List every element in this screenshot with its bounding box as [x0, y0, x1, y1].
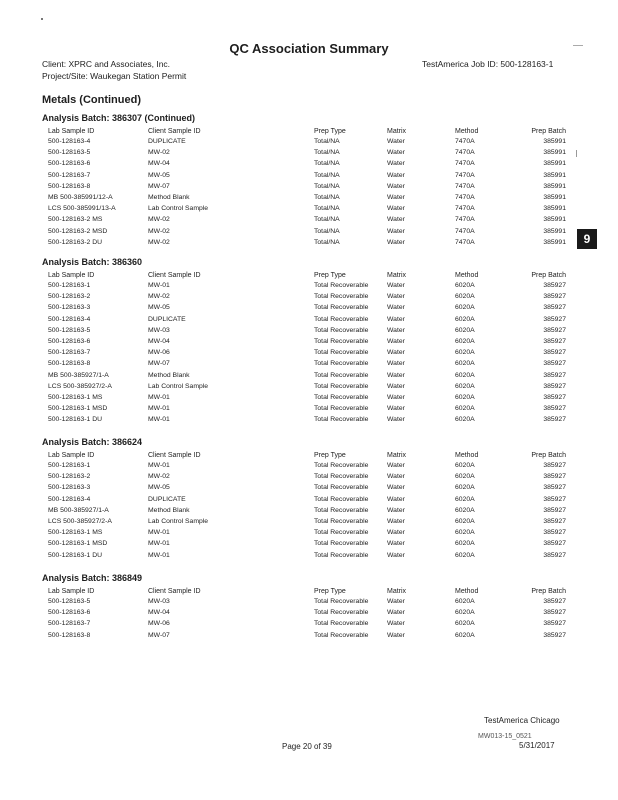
footer-company: TestAmerica Chicago [484, 716, 560, 725]
cell-method: 6020A [455, 529, 475, 537]
cell-batch: 385927 [543, 609, 566, 617]
cell-prep: Total Recoverable [314, 405, 369, 413]
batch-title: Analysis Batch: 386307 (Continued) [42, 113, 196, 123]
column-header-client: Client Sample ID [148, 588, 201, 595]
cell-client: Method Blank [148, 194, 190, 201]
column-header-batch: Prep Batch [531, 128, 566, 135]
cell-lab: 500-128163-1 MSD [48, 405, 108, 413]
cell-client: Lab Control Sample [148, 518, 209, 525]
cell-lab: 500-128163-1 DU [48, 551, 103, 559]
cell-matrix: Water [387, 171, 405, 179]
cell-matrix: Water [387, 473, 405, 481]
cell-client: MW-04 [148, 160, 170, 168]
cell-method: 6020A [455, 371, 475, 379]
cell-prep: Total Recoverable [314, 315, 369, 323]
cell-batch: 385927 [543, 551, 566, 559]
cell-batch: 385991 [543, 182, 566, 190]
cell-client: MW-07 [148, 631, 170, 639]
cell-prep: Total Recoverable [314, 360, 369, 368]
page-number: Page 20 of 39 [282, 742, 332, 751]
cell-method: 7470A [455, 238, 475, 246]
cell-matrix: Water [387, 631, 405, 639]
cell-matrix: Water [387, 518, 405, 525]
cell-prep: Total/NA [314, 171, 340, 179]
cell-method: 6020A [455, 495, 475, 503]
cell-client: Lab Control Sample [148, 205, 209, 213]
cell-matrix: Water [387, 360, 405, 368]
footer-doc-code: MW013-15_0521 [478, 733, 532, 740]
cell-lab: LCS 500-385927/2-A [48, 518, 112, 525]
cell-lab: 500-128163-2 [48, 473, 91, 481]
cell-method: 6020A [455, 598, 475, 605]
cell-batch: 385927 [543, 540, 566, 548]
cell-prep: Total Recoverable [314, 394, 369, 401]
column-header-matrix: Matrix [387, 272, 407, 279]
cell-method: 7470A [455, 160, 475, 168]
cell-client: MW-02 [148, 238, 170, 246]
cell-prep: Total Recoverable [314, 518, 369, 525]
cell-matrix: Water [387, 382, 405, 390]
cell-lab: 500-128163-2 MS [48, 216, 103, 224]
cell-client: Method Blank [148, 371, 190, 379]
column-header-prep: Prep Type [314, 588, 346, 595]
cell-lab: 500-128163-4 [48, 138, 91, 145]
cell-prep: Total/NA [314, 216, 340, 224]
column-header-client: Client Sample ID [148, 452, 201, 459]
cell-batch: 385927 [543, 338, 566, 345]
cell-batch: 385991 [543, 227, 566, 235]
column-header-lab: Lab Sample ID [48, 452, 95, 459]
cell-batch: 385991 [543, 171, 566, 179]
cell-prep: Total/NA [314, 205, 340, 213]
column-header-method: Method [455, 588, 479, 595]
cell-method: 7470A [455, 227, 475, 235]
cell-method: 7470A [455, 216, 475, 224]
cell-method: 6020A [455, 484, 475, 492]
cell-method: 6020A [455, 462, 475, 469]
cell-lab: 500-128163-2 [48, 293, 91, 301]
cell-method: 6020A [455, 631, 475, 639]
cell-client: MW-07 [148, 182, 170, 190]
cell-lab: 500-128163-2 DU [48, 238, 103, 246]
cell-batch: 385927 [543, 506, 566, 514]
cell-matrix: Water [387, 315, 405, 323]
cell-matrix: Water [387, 216, 405, 224]
cell-lab: 500-128163-7 [48, 620, 91, 628]
cell-method: 6020A [455, 506, 475, 514]
cell-method: 6020A [455, 326, 475, 334]
column-header-prep: Prep Type [314, 452, 346, 459]
batch-title: Analysis Batch: 386849 [42, 573, 143, 583]
column-header-batch: Prep Batch [531, 272, 566, 279]
cell-lab: 500-128163-2 MSD [48, 227, 108, 235]
cell-batch: 385927 [543, 293, 566, 301]
cell-prep: Total Recoverable [314, 551, 369, 559]
cell-matrix: Water [387, 462, 405, 469]
cell-method: 6020A [455, 349, 475, 357]
cell-lab: 500-128163-8 [48, 360, 91, 368]
cell-prep: Total Recoverable [314, 338, 369, 345]
cell-prep: Total Recoverable [314, 382, 369, 390]
cell-method: 7470A [455, 205, 475, 213]
cell-client: MW-06 [148, 620, 170, 628]
cell-lab: 500-128163-3 [48, 304, 91, 312]
cell-matrix: Water [387, 338, 405, 345]
cell-client: MW-01 [148, 416, 170, 424]
cell-batch: 385991 [543, 238, 566, 246]
cell-client: MW-01 [148, 551, 170, 559]
cell-lab: 500-128163-7 [48, 171, 91, 179]
cell-method: 6020A [455, 540, 475, 548]
cell-client: MW-01 [148, 462, 170, 469]
cell-client: MW-01 [148, 540, 170, 548]
cell-matrix: Water [387, 326, 405, 334]
cell-matrix: Water [387, 495, 405, 503]
cell-matrix: Water [387, 506, 405, 514]
cell-matrix: Water [387, 609, 405, 617]
cell-client: Lab Control Sample [148, 382, 209, 390]
cell-lab: 500-128163-4 [48, 495, 91, 503]
cell-prep: Total Recoverable [314, 609, 369, 617]
cell-matrix: Water [387, 484, 405, 492]
cell-prep: Total Recoverable [314, 540, 369, 548]
cell-method: 6020A [455, 473, 475, 481]
cell-method: 6020A [455, 304, 475, 312]
cell-prep: Total Recoverable [314, 506, 369, 514]
column-header-matrix: Matrix [387, 128, 407, 135]
cell-batch: 385927 [543, 360, 566, 368]
cell-lab: 500-128163-6 [48, 160, 91, 168]
cell-matrix: Water [387, 194, 405, 201]
cell-lab: 500-128163-1 [48, 462, 91, 469]
cell-batch: 385991 [543, 149, 566, 157]
cell-method: 6020A [455, 551, 475, 559]
cell-batch: 385927 [543, 394, 566, 401]
cell-batch: 385927 [543, 620, 566, 628]
cell-prep: Total/NA [314, 160, 340, 168]
cell-prep: Total/NA [314, 238, 340, 246]
cell-lab: 500-128163-1 MSD [48, 540, 108, 548]
cell-method: 6020A [455, 382, 475, 390]
cell-lab: 500-128163-6 [48, 338, 91, 345]
cell-client: MW-01 [148, 405, 170, 413]
cell-batch: 385991 [543, 160, 566, 168]
cell-method: 7470A [455, 149, 475, 157]
cell-batch: 385991 [543, 216, 566, 224]
column-header-lab: Lab Sample ID [48, 272, 95, 279]
scan-speck [576, 150, 577, 157]
column-header-method: Method [455, 452, 479, 459]
cell-client: MW-02 [148, 149, 170, 157]
cell-client: DUPLICATE [148, 138, 186, 145]
cell-batch: 385927 [543, 349, 566, 357]
cell-method: 7470A [455, 138, 475, 145]
cell-client: MW-04 [148, 338, 170, 345]
cell-matrix: Water [387, 540, 405, 548]
cell-batch: 385927 [543, 529, 566, 537]
cell-lab: LCS 500-385991/13-A [48, 205, 116, 213]
cell-batch: 385927 [543, 462, 566, 469]
cell-client: MW-02 [148, 293, 170, 301]
cell-lab: 500-128163-5 [48, 598, 91, 605]
column-header-matrix: Matrix [387, 588, 407, 595]
cell-prep: Total Recoverable [314, 371, 369, 379]
cell-lab: 500-128163-6 [48, 609, 91, 617]
page-title: QC Association Summary [229, 41, 389, 56]
cell-batch: 385927 [543, 304, 566, 312]
column-header-prep: Prep Type [314, 128, 346, 135]
cell-matrix: Water [387, 405, 405, 413]
cell-method: 6020A [455, 282, 475, 289]
cell-batch: 385991 [543, 205, 566, 213]
cell-client: MW-02 [148, 216, 170, 224]
cell-method: 7470A [455, 182, 475, 190]
cell-prep: Total Recoverable [314, 282, 369, 289]
cell-batch: 385991 [543, 138, 566, 145]
cell-batch: 385927 [543, 315, 566, 323]
cell-client: MW-03 [148, 598, 170, 605]
column-header-lab: Lab Sample ID [48, 588, 95, 595]
cell-lab: 500-128163-8 [48, 182, 91, 190]
cell-batch: 385927 [543, 484, 566, 492]
cell-batch: 385927 [543, 282, 566, 289]
cell-matrix: Water [387, 529, 405, 537]
cell-prep: Total Recoverable [314, 473, 369, 481]
cell-lab: 500-128163-8 [48, 631, 91, 639]
column-header-matrix: Matrix [387, 452, 407, 459]
cell-matrix: Water [387, 160, 405, 168]
cell-matrix: Water [387, 371, 405, 379]
cell-matrix: Water [387, 138, 405, 145]
cell-lab: 500-128163-1 [48, 282, 91, 289]
cell-prep: Total Recoverable [314, 620, 369, 628]
cell-client: MW-02 [148, 227, 170, 235]
cell-lab: 500-128163-7 [48, 349, 91, 357]
cell-lab: 500-128163-5 [48, 326, 91, 334]
cell-method: 7470A [455, 194, 475, 201]
cell-matrix: Water [387, 598, 405, 605]
project-site: Project/Site: Waukegan Station Permit [42, 71, 187, 81]
cell-client: MW-05 [148, 484, 170, 492]
column-header-client: Client Sample ID [148, 272, 201, 279]
cell-client: DUPLICATE [148, 315, 186, 323]
cell-batch: 385927 [543, 495, 566, 503]
column-header-lab: Lab Sample ID [48, 128, 95, 135]
scan-speck [573, 45, 583, 46]
cell-client: MW-01 [148, 282, 170, 289]
cell-matrix: Water [387, 182, 405, 190]
cell-method: 6020A [455, 405, 475, 413]
cell-method: 6020A [455, 416, 475, 424]
column-header-batch: Prep Batch [531, 588, 566, 595]
cell-client: MW-05 [148, 171, 170, 179]
cell-lab: 500-128163-1 MS [48, 529, 103, 537]
cell-client: MW-03 [148, 326, 170, 334]
cell-prep: Total Recoverable [314, 304, 369, 312]
cell-client: MW-04 [148, 609, 170, 617]
cell-prep: Total Recoverable [314, 598, 369, 605]
cell-method: 7470A [455, 171, 475, 179]
job-id: TestAmerica Job ID: 500-128163-1 [422, 59, 554, 69]
cell-batch: 385927 [543, 416, 566, 424]
cell-lab: 500-128163-1 DU [48, 416, 103, 424]
cell-matrix: Water [387, 394, 405, 401]
section-title: Metals (Continued) [42, 94, 141, 106]
column-header-method: Method [455, 272, 479, 279]
cell-matrix: Water [387, 227, 405, 235]
column-header-prep: Prep Type [314, 272, 346, 279]
cell-batch: 385927 [543, 405, 566, 413]
cell-batch: 385927 [543, 598, 566, 605]
cell-prep: Total/NA [314, 227, 340, 235]
cell-matrix: Water [387, 205, 405, 213]
cell-lab: MB 500-385991/12-A [48, 194, 113, 201]
cell-batch: 385991 [543, 194, 566, 201]
cell-lab: MB 500-385927/1-A [48, 371, 109, 379]
cell-batch: 385927 [543, 326, 566, 334]
cell-method: 6020A [455, 394, 475, 401]
cell-lab: MB 500-385927/1-A [48, 506, 109, 514]
cell-lab: LCS 500-385927/2-A [48, 382, 112, 390]
cell-matrix: Water [387, 416, 405, 424]
cell-lab: 500-128163-3 [48, 484, 91, 492]
cell-prep: Total/NA [314, 138, 340, 145]
cell-matrix: Water [387, 349, 405, 357]
cell-prep: Total Recoverable [314, 462, 369, 469]
cell-client: MW-02 [148, 473, 170, 481]
cell-matrix: Water [387, 551, 405, 559]
cell-matrix: Water [387, 149, 405, 157]
cell-client: MW-07 [148, 360, 170, 368]
cell-prep: Total Recoverable [314, 416, 369, 424]
cell-prep: Total Recoverable [314, 631, 369, 639]
chapter-tab: 9 [577, 229, 597, 249]
cell-method: 6020A [455, 338, 475, 345]
cell-matrix: Water [387, 282, 405, 289]
cell-method: 6020A [455, 360, 475, 368]
column-header-method: Method [455, 128, 479, 135]
cell-prep: Total/NA [314, 194, 340, 201]
footer-date: 5/31/2017 [519, 741, 555, 750]
batch-title: Analysis Batch: 386360 [42, 257, 143, 267]
cell-batch: 385927 [543, 518, 566, 525]
column-header-client: Client Sample ID [148, 128, 201, 135]
cell-batch: 385927 [543, 382, 566, 390]
cell-prep: Total Recoverable [314, 349, 369, 357]
cell-matrix: Water [387, 238, 405, 246]
column-header-batch: Prep Batch [531, 452, 566, 459]
cell-method: 6020A [455, 609, 475, 617]
cell-client: MW-01 [148, 529, 170, 537]
cell-prep: Total Recoverable [314, 484, 369, 492]
cell-method: 6020A [455, 518, 475, 525]
cell-matrix: Water [387, 620, 405, 628]
cell-prep: Total/NA [314, 182, 340, 190]
cell-matrix: Water [387, 304, 405, 312]
cell-lab: 500-128163-1 MS [48, 394, 103, 401]
cell-prep: Total Recoverable [314, 326, 369, 334]
cell-client: MW-01 [148, 394, 170, 401]
cell-method: 6020A [455, 293, 475, 301]
client-name: Client: XPRC and Associates, Inc. [42, 59, 171, 69]
cell-prep: Total/NA [314, 149, 340, 157]
batch-title: Analysis Batch: 386624 [42, 437, 143, 447]
cell-client: MW-06 [148, 349, 170, 357]
cell-method: 6020A [455, 620, 475, 628]
cell-batch: 385927 [543, 631, 566, 639]
cell-client: MW-05 [148, 304, 170, 312]
cell-matrix: Water [387, 293, 405, 301]
scan-speck [41, 18, 43, 20]
cell-prep: Total Recoverable [314, 293, 369, 301]
cell-prep: Total Recoverable [314, 529, 369, 537]
cell-client: Method Blank [148, 506, 190, 514]
cell-batch: 385927 [543, 473, 566, 481]
cell-prep: Total Recoverable [314, 495, 369, 503]
cell-method: 6020A [455, 315, 475, 323]
cell-lab: 500-128163-4 [48, 315, 91, 323]
cell-client: DUPLICATE [148, 495, 186, 503]
cell-lab: 500-128163-5 [48, 149, 91, 157]
cell-batch: 385927 [543, 371, 566, 379]
